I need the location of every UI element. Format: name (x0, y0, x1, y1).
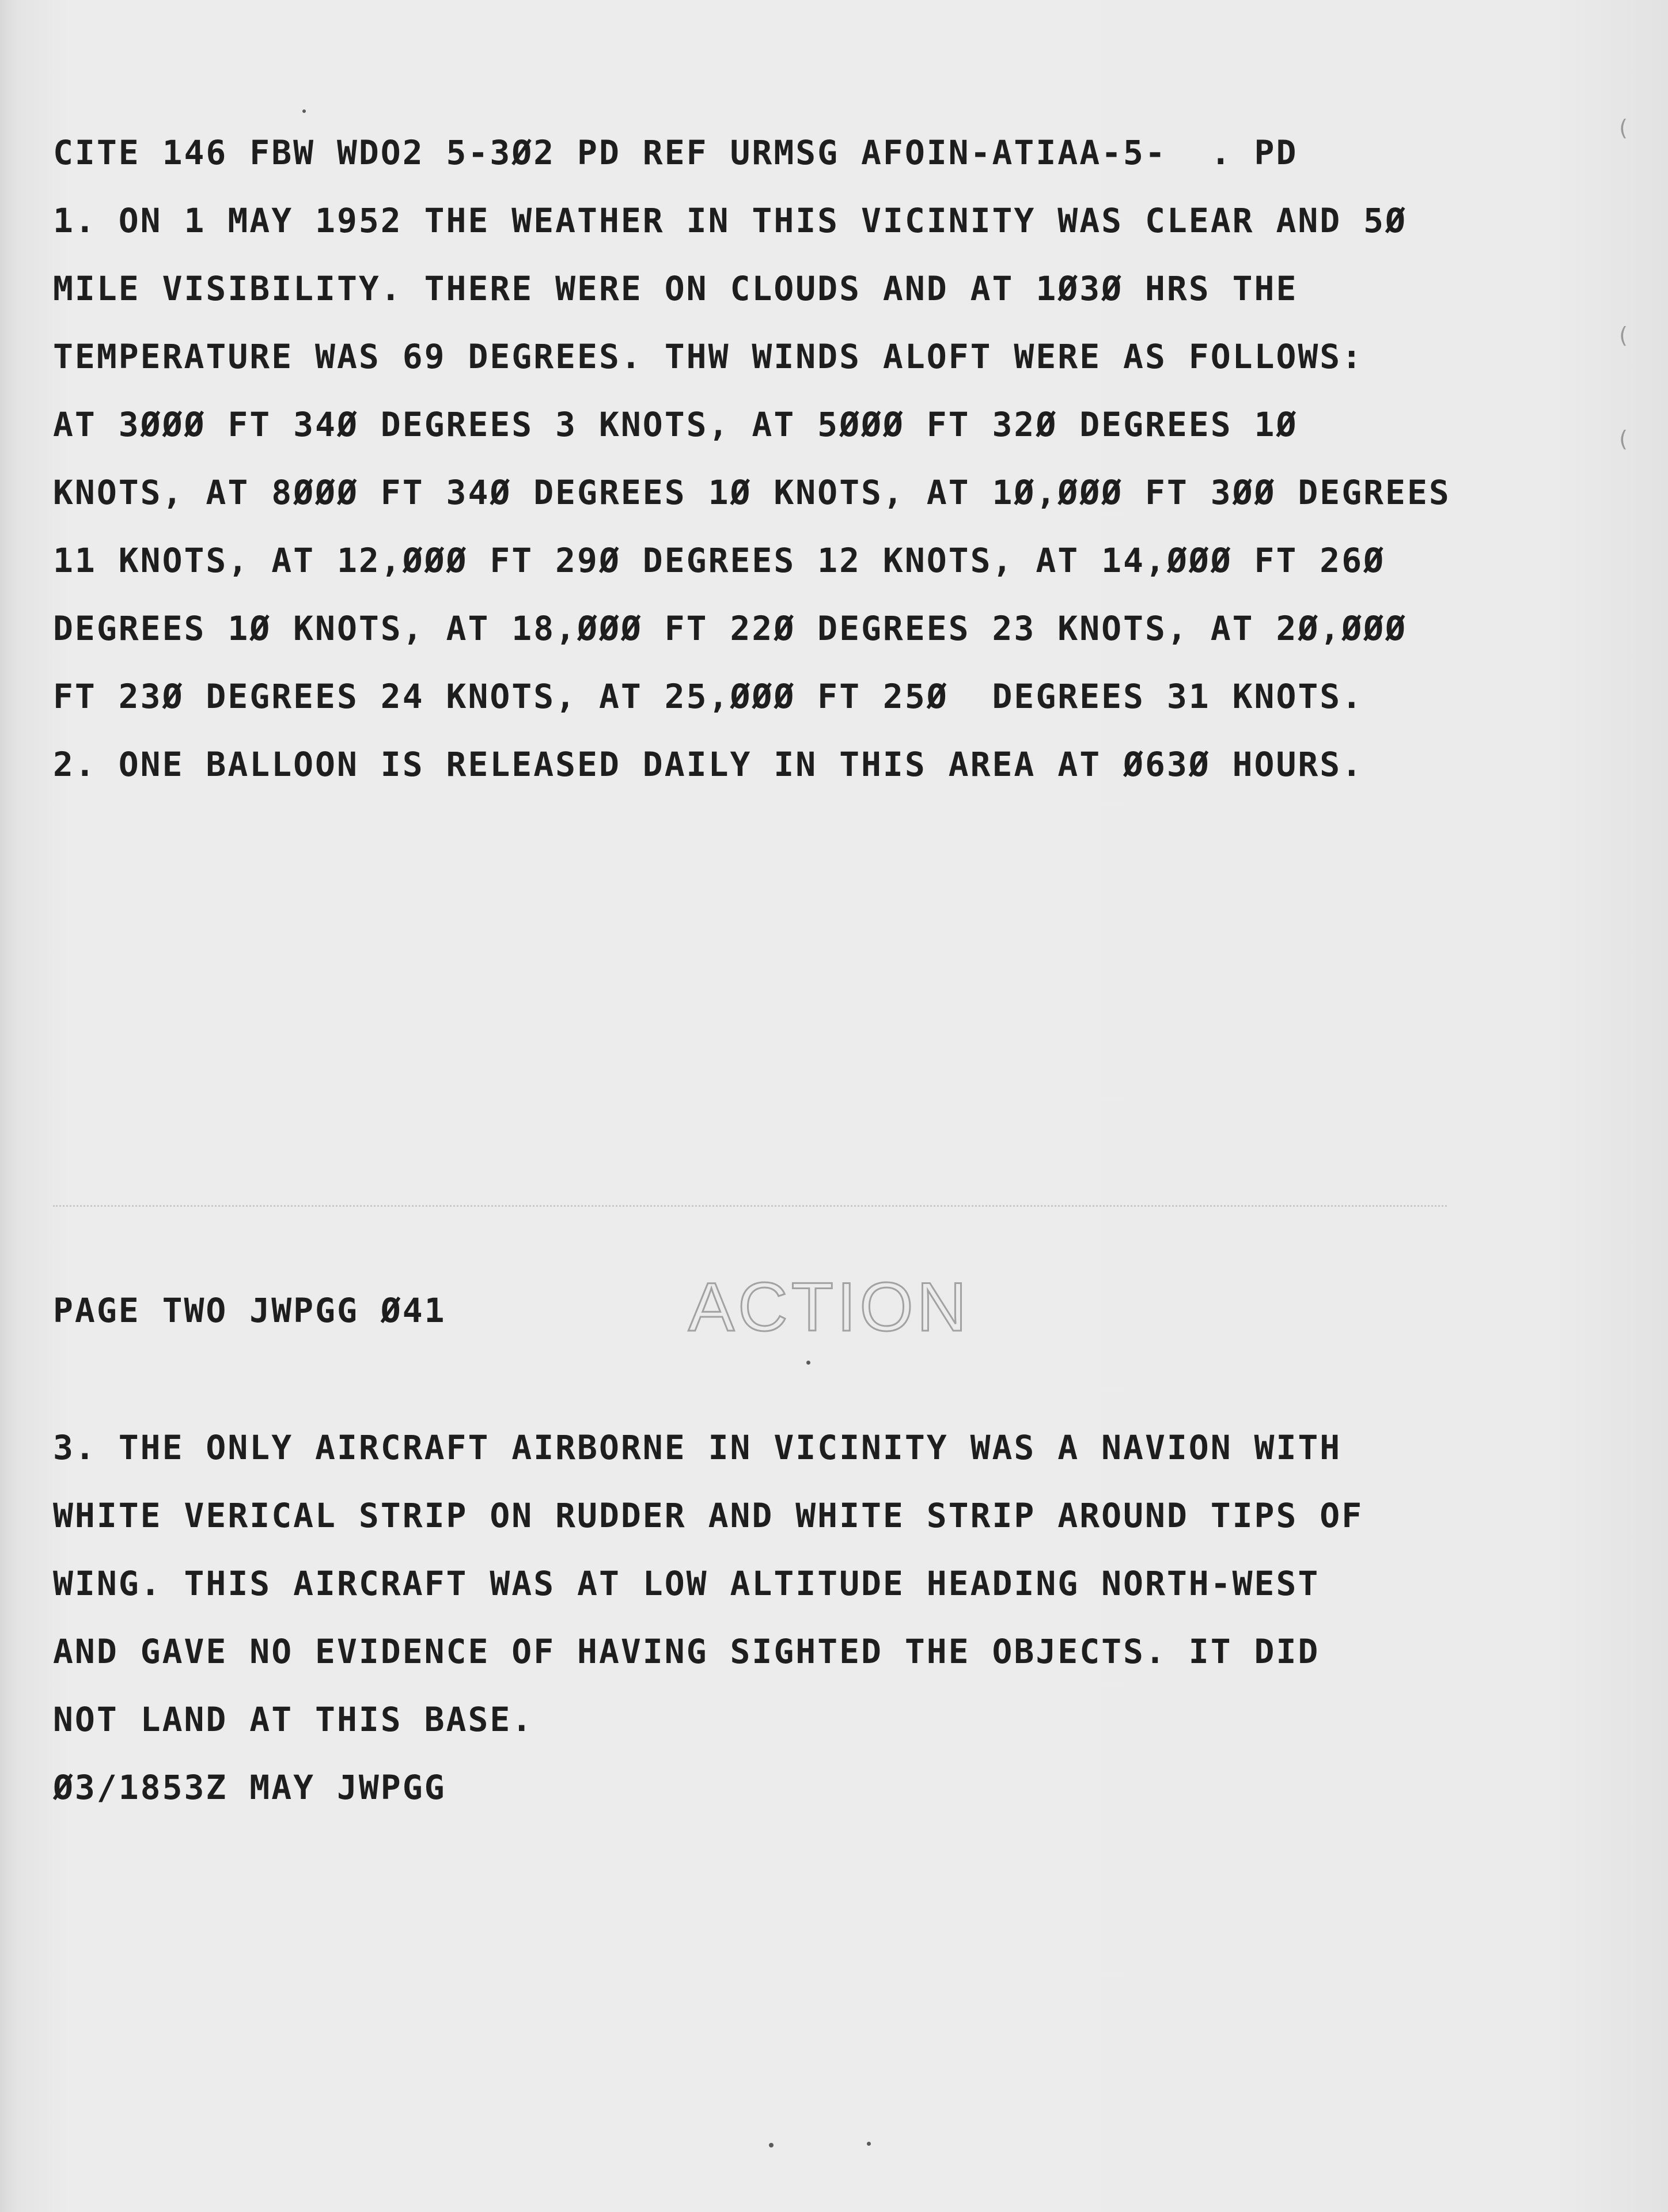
action-stamp: ACTION (688, 1268, 971, 1346)
paragraph-3-line-3: WING. THIS AIRCRAFT WAS AT LOW ALTITUDE HEADING NORTH-WEST (53, 1564, 1320, 1603)
paragraph-1-line-5: KNOTS, AT 8ØØØ FT 34Ø DEGREES 1Ø KNOTS, AT 1Ø,ØØØ FT 3ØØ DEGREES (53, 473, 1451, 512)
datetime-group: Ø3/1853Z MAY JWPGG (53, 1768, 446, 1807)
paragraph-1-line-8: FT 23Ø DEGREES 24 KNOTS, AT 25,ØØØ FT 25Ø DEGREES 31 KNOTS. (53, 677, 1364, 716)
scan-speck (302, 109, 306, 113)
scan-edge-mark: ( (1619, 426, 1628, 452)
scan-speck (867, 2142, 871, 2146)
paragraph-3-line-1: 3. THE ONLY AIRCRAFT AIRBORNE IN VICINITY WAS A NAVION WITH (53, 1428, 1342, 1467)
paragraph-3-line-5: NOT LAND AT THIS BASE. (53, 1700, 534, 1739)
paragraph-1-line-7: DEGREES 1Ø KNOTS, AT 18,ØØØ FT 22Ø DEGREES 23 KNOTS, AT 2Ø,ØØØ (53, 609, 1407, 648)
scan-speck (806, 1361, 810, 1365)
scan-edge-mark: ( (1619, 115, 1628, 141)
paragraph-1-line-1: 1. ON 1 MAY 1952 THE WEATHER IN THIS VICINITY WAS CLEAR AND 5Ø (53, 201, 1407, 240)
paragraph-3-line-4: AND GAVE NO EVIDENCE OF HAVING SIGHTED THE OBJECTS. IT DID (53, 1632, 1320, 1671)
header-cut-line (53, 68, 839, 84)
paragraph-3-line-2: WHITE VERICAL STRIP ON RUDDER AND WHITE STRIP AROUND TIPS OF (53, 1496, 1364, 1535)
scan-speck (769, 2143, 774, 2147)
paragraph-1-line-6: 11 KNOTS, AT 12,ØØØ FT 29Ø DEGREES 12 KNOTS, AT 14,ØØØ FT 26Ø (53, 541, 1386, 580)
paragraph-1-line-4: AT 3ØØØ FT 34Ø DEGREES 3 KNOTS, AT 5ØØØ FT 32Ø DEGREES 1Ø (53, 405, 1298, 444)
paragraph-1-line-2: MILE VISIBILITY. THERE WERE ON CLOUDS AND AT 1Ø3Ø HRS THE (53, 269, 1298, 308)
scan-edge-mark: ( (1619, 323, 1628, 348)
paragraph-2: 2. ONE BALLOON IS RELEASED DAILY IN THIS AREA AT Ø63Ø HOURS. (53, 745, 1364, 784)
cite-line: CITE 146 FBW WDO2 5-3Ø2 PD REF URMSG AFOIN-ATIAA-5- . PD (53, 133, 1298, 172)
paragraph-1-line-3: TEMPERATURE WAS 69 DEGREES. THW WINDS ALOFT WERE AS FOLLOWS: (53, 337, 1364, 376)
fold-divider (53, 1205, 1447, 1207)
page-two-header: PAGE TWO JWPGG Ø41 (53, 1291, 446, 1330)
